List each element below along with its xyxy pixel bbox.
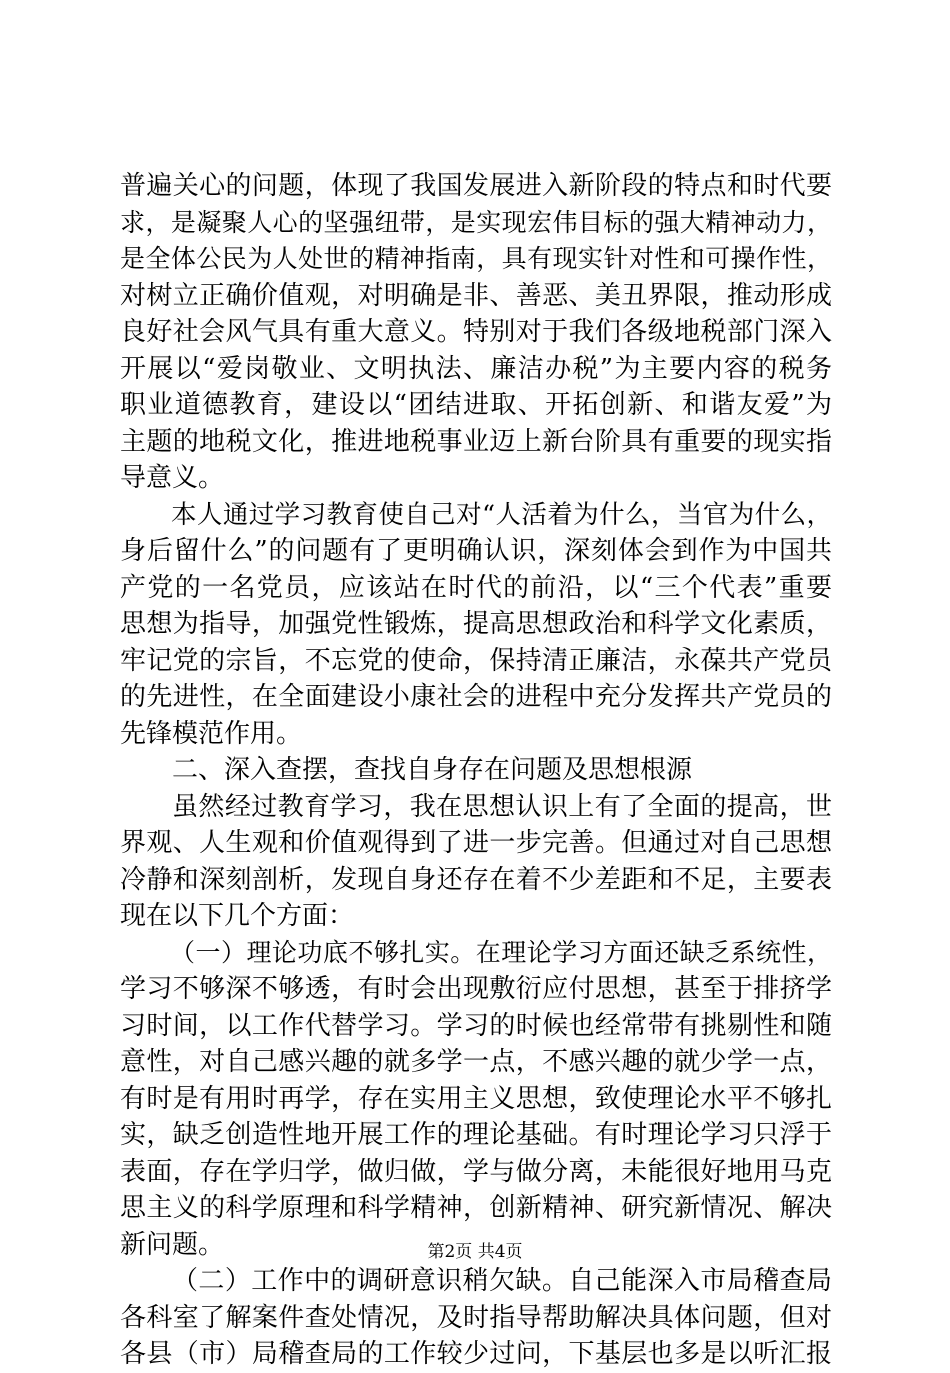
text-line: 职业道德教育，建设以“团结进取、开拓创新、和谐友爱”为 bbox=[120, 390, 832, 420]
text-line: 良好社会风气具有重大意义。特别对于我们各级地税部门深入 bbox=[120, 317, 832, 347]
text-line: 学习不够深不够透，有时会出现敷衍应付思想，甚至于排挤学 bbox=[120, 974, 832, 1004]
page-footer: 第2页 共4页 bbox=[427, 1242, 523, 1262]
text-line: 实，缺乏创造性地开展工作的理论基础。有时理论学习只浮于 bbox=[120, 1120, 832, 1150]
text-line: 求，是凝聚人心的坚强纽带，是实现宏伟目标的强大精神动力， bbox=[120, 207, 832, 237]
text-line: 牢记党的宗旨，不忘党的使命，保持清正廉洁，永葆共产党员 bbox=[120, 645, 832, 676]
text-line: 二、深入查摆，查找自身存在问题及思想根源 bbox=[172, 755, 693, 785]
text-line: 界观、人生观和价值观得到了进一步完善。但通过对自己思想 bbox=[120, 828, 832, 858]
text-line: 是全体公民为人处世的精神指南，具有现实针对性和可操作性， bbox=[120, 244, 832, 273]
text-line: 普遍关心的问题，体现了我国发展进入新阶段的特点和时代要 bbox=[120, 171, 832, 201]
text-line: 意性，对自己感兴趣的就多学一点，不感兴趣的就少学一点， bbox=[120, 1047, 832, 1077]
text-line: 身后留什么”的问题有了更明确认识，深刻体会到作为中国共 bbox=[120, 536, 832, 566]
text-line: 产党的一名党员，应该站在时代的前沿，以“三个代表”重要 bbox=[120, 572, 832, 603]
text-line: 先锋模范作用。 bbox=[120, 718, 303, 749]
text-line: 各科室了解案件查处情况，及时指导帮助解决具体问题，但对 bbox=[120, 1302, 832, 1333]
text-line: 导意义。 bbox=[120, 463, 225, 493]
document-body bbox=[120, 168, 832, 1373]
text-line: 冷静和深刻剖析，发现自身还存在着不少差距和不足，主要表 bbox=[120, 864, 832, 895]
text-line: 现在以下几个方面： bbox=[120, 901, 355, 931]
text-line: 思想为指导，加强党性锻炼，提高思想政治和科学文化素质， bbox=[120, 609, 832, 639]
text-line: 的先进性，在全面建设小康社会的进程中充分发挥共产党员的 bbox=[120, 682, 832, 712]
text-line: 各县（市）局稽查局的工作较少过问，下基层也多是以听汇报 bbox=[120, 1339, 832, 1369]
text-line: 虽然经过教育学习，我在思想认识上有了全面的提高，世 bbox=[172, 791, 832, 822]
text-line: （一）理论功底不够扎实。在理论学习方面还缺乏系统性， bbox=[170, 937, 832, 967]
text-line: （二）工作中的调研意识稍欠缺。自己能深入市局稽查局 bbox=[172, 1266, 832, 1296]
text-line: 有时是有用时再学，存在实用主义思想，致使理论水平不够扎 bbox=[120, 1083, 832, 1114]
text-line: 表面，存在学归学，做归做，学与做分离，未能很好地用马克 bbox=[120, 1156, 832, 1187]
text-line: 主题的地税文化，推进地税事业迈上新台阶具有重要的现实指 bbox=[120, 426, 832, 457]
text-line: 本人通过学习教育使自己对“人活着为什么，当官为什么， bbox=[171, 499, 832, 530]
text-line: 开展以“爱岗敬业、文明执法、廉洁办税”为主要内容的税务 bbox=[120, 353, 832, 384]
text-line: 新问题。 bbox=[120, 1229, 225, 1260]
text-line: 习时间，以工作代替学习。学习的时候也经常带有挑剔性和随 bbox=[120, 1010, 832, 1041]
text-line: 对树立正确价值观，对明确是非、善恶、美丑界限，推动形成 bbox=[120, 280, 832, 311]
text-line: 思主义的科学原理和科学精神，创新精神、研究新情况、解决 bbox=[120, 1193, 832, 1223]
